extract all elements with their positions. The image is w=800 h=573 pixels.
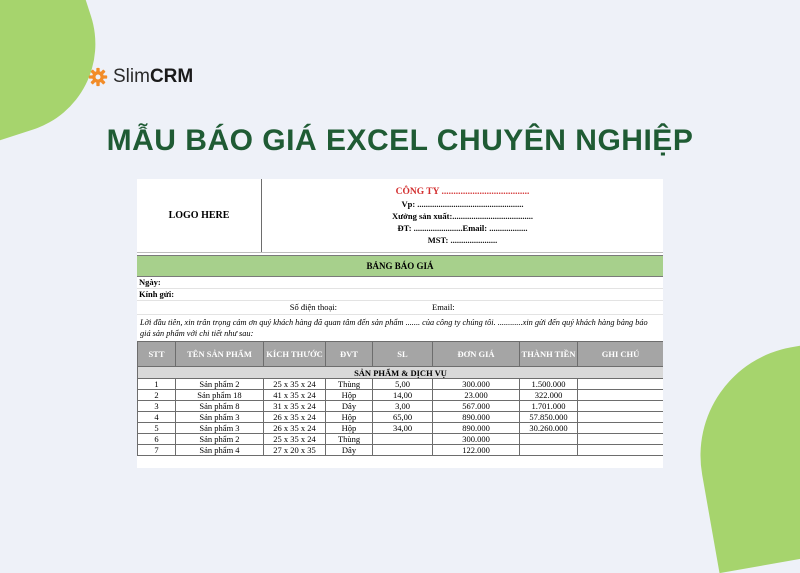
table-cell: 7 [138, 445, 176, 456]
table-cell: 26 x 35 x 24 [264, 423, 326, 434]
table-cell: 1.500.000 [520, 379, 578, 390]
table-cell: 57.850.000 [520, 412, 578, 423]
table-cell: Sản phẩm 2 [176, 434, 264, 445]
table-cell [520, 434, 578, 445]
date-label: Ngày: [137, 277, 663, 289]
table-cell: 25 x 35 x 24 [264, 379, 326, 390]
column-header: TÊN SẢN PHẨM [176, 342, 264, 367]
table-cell: Sản phẩm 4 [176, 445, 264, 456]
table-row [138, 445, 664, 456]
table-cell [578, 445, 664, 456]
table-cell [578, 434, 664, 445]
company-tax: MST: ...................... [427, 234, 498, 245]
company-office: Vp: .................................................. [401, 198, 524, 209]
table-row [138, 390, 664, 401]
column-header: THÀNH TIỀN [520, 342, 578, 367]
table-cell [578, 412, 664, 423]
table-row [138, 423, 664, 434]
quote-title: BẢNG BÁO GIÁ [137, 255, 663, 277]
table-cell: 14,00 [373, 390, 433, 401]
table-cell: Sản phẩm 3 [176, 423, 264, 434]
table-header-row [138, 342, 664, 367]
table-cell: Dây [326, 445, 373, 456]
table-cell: 41 x 35 x 24 [264, 390, 326, 401]
column-header: GHI CHÚ [578, 342, 664, 367]
table-cell [373, 445, 433, 456]
table-cell [578, 423, 664, 434]
table-cell: Sản phẩm 2 [176, 379, 264, 390]
table-cell: 5,00 [373, 379, 433, 390]
table-cell: Thùng [326, 379, 373, 390]
table-cell: Dây [326, 401, 373, 412]
brand-prefix: Slim [113, 66, 150, 87]
column-header: STT [138, 342, 176, 367]
table-cell: 27 x 20 x 35 [264, 445, 326, 456]
table-cell [373, 434, 433, 445]
spreadsheet-preview [137, 179, 663, 468]
company-info [262, 179, 663, 252]
table-cell: 567.000 [433, 401, 520, 412]
table-cell: 23.000 [433, 390, 520, 401]
table-cell: 31 x 35 x 24 [264, 401, 326, 412]
table-cell: 65,00 [373, 412, 433, 423]
table-cell [578, 390, 664, 401]
brand-logo [88, 66, 193, 88]
table-cell: 890.000 [433, 423, 520, 434]
table-row [138, 434, 664, 445]
table-cell [578, 379, 664, 390]
table-cell: 34,00 [373, 423, 433, 434]
company-workshop: Xưởng sản xuất:...................................... [391, 210, 534, 221]
table-cell: Thùng [326, 434, 373, 445]
page-title: MẪU BÁO GIÁ EXCEL CHUYÊN NGHIỆP [106, 124, 694, 157]
column-header: ĐƠN GIÁ [433, 342, 520, 367]
table-cell: 300.000 [433, 434, 520, 445]
table-cell: 3 [138, 401, 176, 412]
company-name: CÔNG TY ..................................... [395, 186, 530, 197]
section-label: SẢN PHẨM & DỊCH VỤ [138, 367, 664, 379]
gear-icon [88, 67, 108, 87]
table-cell: 322.000 [520, 390, 578, 401]
table-cell: 26 x 35 x 24 [264, 412, 326, 423]
logo-placeholder: LOGO HERE [137, 179, 262, 252]
table-cell: 122.000 [433, 445, 520, 456]
table-cell: Sản phẩm 18 [176, 390, 264, 401]
table-cell: Sản phẩm 3 [176, 412, 264, 423]
phone-label: Số điện thoại: [289, 302, 337, 312]
table-cell: 3,00 [373, 401, 433, 412]
intro-text: Lời đầu tiên, xin trân trọng cảm ơn quý khách hàng đã quan tâm đến sản phẩm ....... của công ty chúng tôi. ............xin gửi đến quý khách hàng bảng báo giá sản phẩm với chi tiết như sau: [140, 318, 648, 338]
recipient-label: Kính gửi: [137, 289, 663, 301]
table-cell [578, 401, 664, 412]
sheet-header [137, 179, 663, 253]
quote-table [137, 341, 663, 456]
table-cell: Sản phẩm 8 [176, 401, 264, 412]
table-cell: 1.701.000 [520, 401, 578, 412]
column-header: ĐVT [326, 342, 373, 367]
table-cell: 6 [138, 434, 176, 445]
table-cell: 4 [138, 412, 176, 423]
column-header: KÍCH THƯỚC [264, 342, 326, 367]
company-phone-email: ĐT: .......................Email: .................. [397, 222, 528, 233]
table-row [138, 412, 664, 423]
table-cell: Hộp [326, 423, 373, 434]
table-cell: 2 [138, 390, 176, 401]
contact-row [137, 301, 663, 315]
table-cell: 30.260.000 [520, 423, 578, 434]
column-header: SL [373, 342, 433, 367]
section-row [138, 367, 664, 379]
table-row [138, 379, 664, 390]
table-cell: Hộp [326, 412, 373, 423]
brand-suffix: CRM [149, 66, 194, 87]
table-cell [520, 445, 578, 456]
table-cell: 5 [138, 423, 176, 434]
table-row [138, 401, 664, 412]
table-cell: 1 [138, 379, 176, 390]
table-cell: Hộp [326, 390, 373, 401]
email-label: Email: [432, 302, 455, 312]
table-cell: 890.000 [433, 412, 520, 423]
decor-shape-bottom-right [683, 337, 800, 573]
table-cell: 25 x 35 x 24 [264, 434, 326, 445]
table-cell: 300.000 [433, 379, 520, 390]
